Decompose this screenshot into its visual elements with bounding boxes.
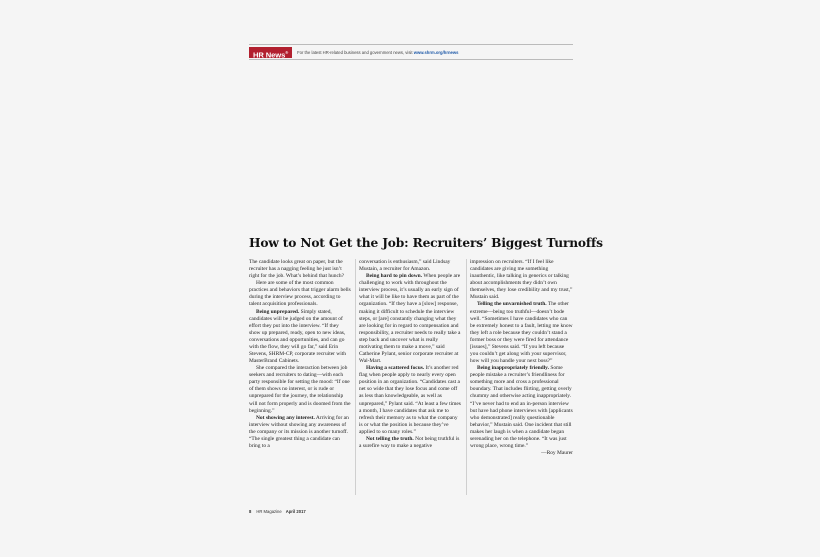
paragraph-text: Arriving for an interview without showing any awareness of the company or its mission is another turnoff. “The single greatest thing a candidate can bring to a	[249, 414, 349, 450]
paragraph	[470, 301, 573, 365]
paragraph-text: It’s another red flag when people apply to nearly every open position in an organization. “Candidates cast a net so wide that they lose focus and come off as less than knowledgeable, as well as unprepared,” Pylant said. “At least a few times a month, I have candidates that ask me to refresh their memory as to what the company is or what the position is because they’ve applied to so many roles.”	[359, 365, 461, 435]
article-column-2	[359, 259, 461, 450]
hr-news-link[interactable]: www.shrm.org/hrnews	[413, 49, 459, 55]
subhead: Being unprepared.	[256, 308, 300, 315]
column-divider	[355, 259, 356, 495]
issue-date: April 2017	[285, 509, 306, 514]
magazine-name: HR Magazine	[256, 509, 282, 514]
paragraph-text: When people are challenging to work with throughout the interview process, it’s usually an early sign of what it will be like to have them as part of the organization. “If they have a [slow] response, making it difficult to schedule the interview steps, or [are] constantly changing what they are looking for in regard to compensation and responsibility, a recruiter needs to really take a step back and uncover what is really motivating them to make a move,” said Catherine Pylant, senior corporate recruiter at Wal-Mart.	[359, 273, 461, 365]
paragraph: Here are some of the most common practices and behaviors that trigger alarm bells during the interview process, according to talent acquisition professionals.	[249, 280, 351, 308]
page-footer	[249, 509, 306, 514]
author-signature: —Roy Maurer	[541, 450, 573, 457]
paragraph: The candidate looks great on paper, but the recruiter has a nagging feeling he just isn’t right for the job. What’s behind that hunch?	[249, 259, 345, 280]
subhead: Not telling the truth.	[366, 435, 414, 442]
paragraph-text: Not being truthful is a surefire way to make a negative	[359, 435, 460, 450]
paragraph-text: The other extreme—being too truthful—doesn’t bode well. “Sometimes I have candidates who can be extremely honest to a fault, letting me know they left a role because they couldn’t stand a former boss or they were fired for attendance [issues],” Stevens said. “If you left because you couldn’t get along with your supervisor, how will you handle your next boss?”	[470, 301, 573, 365]
paragraph: impression on recruiters. “If I feel like candidates are giving me something inauthentic, like talking in generics or talking about accomplishments they didn’t own themselves, they lose credibility and my trust,” Mustain said.	[470, 259, 573, 301]
paragraph	[359, 436, 461, 450]
subhead: Telling the unvarnished truth.	[477, 301, 547, 308]
paragraph-text: Some people mistake a recruiter’s friendliness for something more and cross a professional boundary. That includes flirting, getting overly chummy and otherwise acting inappropriately. “I’ve never had to end an in-person interview but have had phone interviews with [applicants who demonstrated] really questionable behavior,” Mustain said. One incident that still makes her laugh is when a candidate began serenading her on the telephone. “It was just wrong place, wrong time.”	[470, 365, 573, 450]
paragraph-text: Simply stated, candidates will be judged on the amount of effort they put into the interview. “If they show up prepared, ready, open to new ideas, conversations and opportunities, and can go with the flow, they will go far,” said Erin Stevens, SHRM-CP, corporate recruiter with MasterBrand Cabinets.	[249, 308, 346, 365]
hr-news-badge-text: HR News	[253, 50, 286, 60]
column-divider	[466, 259, 467, 495]
paragraph	[249, 309, 351, 366]
subhead: Being inappropriately friendly.	[477, 365, 549, 372]
article-column-3	[470, 259, 573, 457]
paragraph	[470, 365, 573, 450]
hr-news-banner	[249, 44, 573, 60]
paragraph: She compared the interaction between job seekers and recruiters to dating—with each party responsible for setting the mood: “If one of them shows no interest, or is rude or unprepared for the journey, the relationship will not form properly and is doomed from the beginning.”	[249, 365, 351, 414]
article-column-1	[249, 259, 351, 450]
page-number: 8	[249, 509, 252, 514]
hr-news-badge	[249, 47, 292, 58]
subhead: Being hard to pin down.	[366, 273, 423, 280]
paragraph	[359, 365, 461, 436]
paragraph	[249, 415, 351, 450]
paragraph: conversation is enthusiasm,” said Lindsay Mustain, a recruiter for Amazon.	[359, 259, 451, 273]
subhead: Not showing any interest.	[256, 414, 315, 421]
banner-text	[297, 50, 458, 55]
banner-message: For the latest HR-related business and government news, visit	[297, 49, 414, 55]
paragraph	[359, 273, 461, 365]
registered-mark: ®	[285, 49, 289, 55]
article-title: How to Not Get the Job: Recruiters’ Biggest Turnoffs	[249, 236, 603, 250]
subhead: Having a scattered focus.	[366, 365, 425, 372]
